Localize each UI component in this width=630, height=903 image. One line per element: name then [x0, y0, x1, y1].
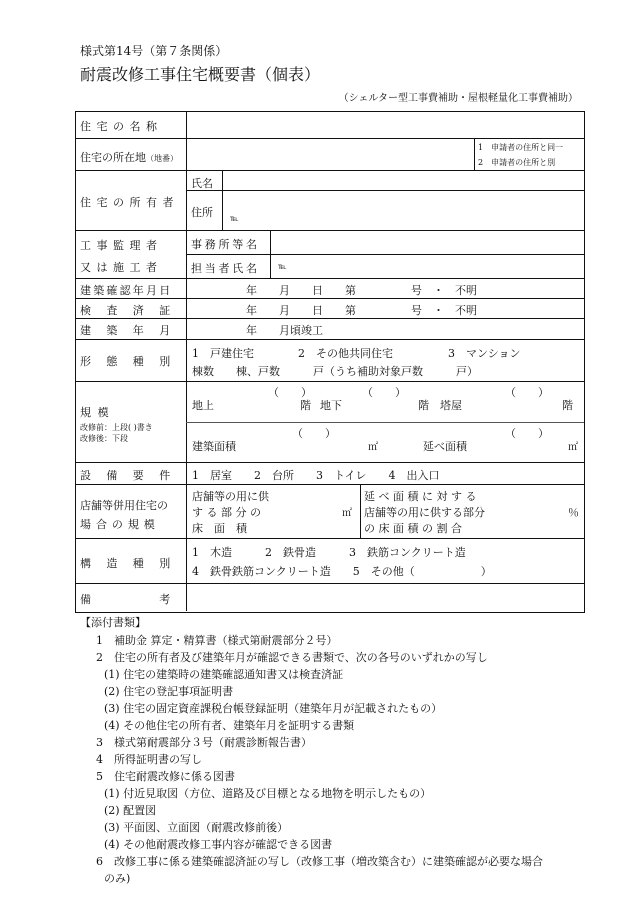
address-field[interactable] — [188, 139, 473, 169]
owner-tel-label: ℡ — [230, 214, 239, 223]
office-name-field[interactable] — [272, 231, 582, 253]
inspection-value[interactable]: 年 月 日 第 号 ・ 不明 — [246, 304, 477, 317]
house-name-label: 住宅の名称 — [80, 120, 163, 133]
shop-area-label-1: 店舗等の用に供 — [192, 490, 269, 503]
attachment-item: (4) その他住宅の所有者、建築年月を証明する書類 — [104, 719, 355, 732]
structure-options-1[interactable]: 1 木造 2 鉄骨造 3 鉄筋コンクリート造 — [192, 546, 466, 559]
scale-note-after: 改修後：下段 — [80, 434, 128, 443]
attachment-item: 3 様式第耐震部分３号（耐震診断報告書） — [96, 736, 312, 749]
floor-area-unit: ㎡ — [568, 442, 578, 453]
floors-below-unit: 階 — [418, 399, 429, 412]
floors-below-before[interactable]: （ ） — [362, 386, 406, 399]
address-option-different[interactable]: 2 申請者の住所と別 — [478, 158, 556, 167]
address-option-same[interactable]: 1 申請者の住所と同一 — [478, 143, 564, 152]
person-name-label: 担当者氏名 — [191, 262, 260, 275]
attachment-item: (4) その他耐震改修工事内容が確認できる図書 — [104, 838, 333, 851]
inspection-label: 検査済証 — [80, 304, 186, 317]
shop-label-1: 店舗等併用住宅の — [80, 499, 168, 512]
shop-ratio-unit: ％ — [568, 506, 579, 519]
confirm-date-label: 建築確認年月日 — [80, 284, 173, 297]
attachment-item: (1) 付近見取図（方位、道路及び目標となる地物を明示したもの） — [104, 787, 432, 800]
structure-options-2[interactable]: 4 鉄骨鉄筋コンクリート造 5 その他（ ） — [192, 565, 492, 578]
attachment-item: 4 所得証明書の写し — [96, 753, 202, 766]
building-area-label: 建築面積 — [192, 440, 236, 453]
form-type-counts[interactable]: 棟数 棟、戸数 戸（うち補助対象戸数 戸） — [192, 365, 478, 378]
attachment-item: 5 住宅耐震改修に係る図書 — [96, 770, 235, 783]
shop-area-unit: ㎡ — [342, 508, 352, 519]
house-name-field[interactable] — [188, 112, 582, 137]
equipment-label: 設備要件 — [80, 469, 186, 482]
owner-name-field[interactable] — [224, 171, 582, 189]
supervisor-label-1: 工事監理者 — [80, 239, 163, 252]
penthouse-label: 塔屋 — [440, 399, 462, 412]
person-name-field[interactable] — [272, 255, 582, 277]
building-area-unit: ㎡ — [368, 442, 378, 453]
shop-ratio-label-3: の 床 面 積 の 割 合 — [364, 522, 462, 535]
attachment-item: 2 住宅の所有者及び建築年月が確認できる書類で、次の各号のいずれかの写し — [96, 651, 488, 664]
scale-note-before: 改修前：上段( )書き — [80, 423, 153, 432]
page-subtitle: （シェルター型工事費補助・屋根軽量化工事費補助） — [338, 93, 578, 104]
floors-above-unit: 階 — [300, 399, 311, 412]
attachment-item: 1 補助金 算定・精算書（様式第耐震部分２号） — [96, 634, 338, 647]
confirm-date-value[interactable]: 年 月 日 第 号 ・ 不明 — [246, 284, 477, 297]
floor-area-before[interactable]: （ ） — [505, 427, 549, 440]
remarks-label: 備考 — [80, 593, 239, 606]
form-type-label: 形態種別 — [80, 355, 186, 368]
person-tel-label: ℡ — [278, 262, 287, 271]
owner-address-field[interactable] — [224, 191, 582, 229]
equipment-options[interactable]: 1 居室 2 台所 3 トイレ 4 出入口 — [192, 469, 440, 482]
building-area-before[interactable]: （ ） — [292, 427, 336, 440]
shop-ratio-label-2: 店舗等の用に供する部分 — [364, 506, 485, 519]
attachment-item: (3) 平面図、立面図（耐震改修前後） — [104, 821, 289, 834]
floor-area-label: 延べ面積 — [423, 440, 467, 453]
address-label: 住宅の所在地（地番） — [80, 151, 178, 164]
form-type-options[interactable]: 1 戸建住宅 2 その他共同住宅 3 マンション — [192, 347, 521, 360]
attachments-heading: 【添付書類】 — [80, 616, 146, 629]
attachment-item: (2) 住宅の登記事項証明書 — [104, 685, 234, 698]
shop-area-label-2: す る 部 分 の — [192, 506, 261, 519]
built-year-value[interactable]: 年 月頃竣工 — [246, 324, 323, 337]
built-year-label: 建築年月 — [80, 324, 186, 337]
supervisor-label-2: 又は施工者 — [80, 261, 163, 274]
attachment-item: (1) 住宅の建築時の建築確認通知書又は検査済証 — [104, 668, 344, 681]
remarks-field[interactable] — [188, 585, 582, 609]
owner-address-label: 住所 — [191, 206, 213, 219]
owner-label: 住宅の所有者 — [80, 196, 179, 209]
form-number: 様式第14号（第７条関係） — [80, 44, 228, 58]
office-name-label: 事務所等名 — [191, 238, 260, 251]
page-title: 耐震改修工事住宅概要書（個表） — [80, 65, 321, 84]
structure-label: 構造種別 — [80, 557, 186, 570]
attachment-item: (3) 住宅の固定資産課税台帳登録証明（建築年月が記載されたもの） — [104, 702, 443, 715]
owner-name-label: 氏名 — [191, 177, 213, 190]
penthouse-before[interactable]: （ ） — [505, 386, 549, 399]
attachment-item: (2) 配置図 — [104, 804, 157, 817]
shop-ratio-label-1: 延 べ 面 積 に 対 す る — [364, 490, 477, 503]
floors-above-label: 地上 — [192, 399, 214, 412]
penthouse-unit: 階 — [562, 399, 573, 412]
shop-label-2: 場合の規模 — [80, 518, 160, 531]
scale-label: 規模 — [80, 406, 116, 419]
floors-above-before[interactable]: （ ） — [268, 386, 312, 399]
shop-area-label-3: 床 面 積 — [192, 522, 247, 535]
attachment-item: のみ) — [104, 872, 131, 885]
attachment-item: 6 改修工事に係る建築確認済証の写し（改修工事（増改築含む）に建築確認が必要な場合 — [96, 855, 543, 868]
floors-below-label: 地下 — [320, 399, 342, 412]
